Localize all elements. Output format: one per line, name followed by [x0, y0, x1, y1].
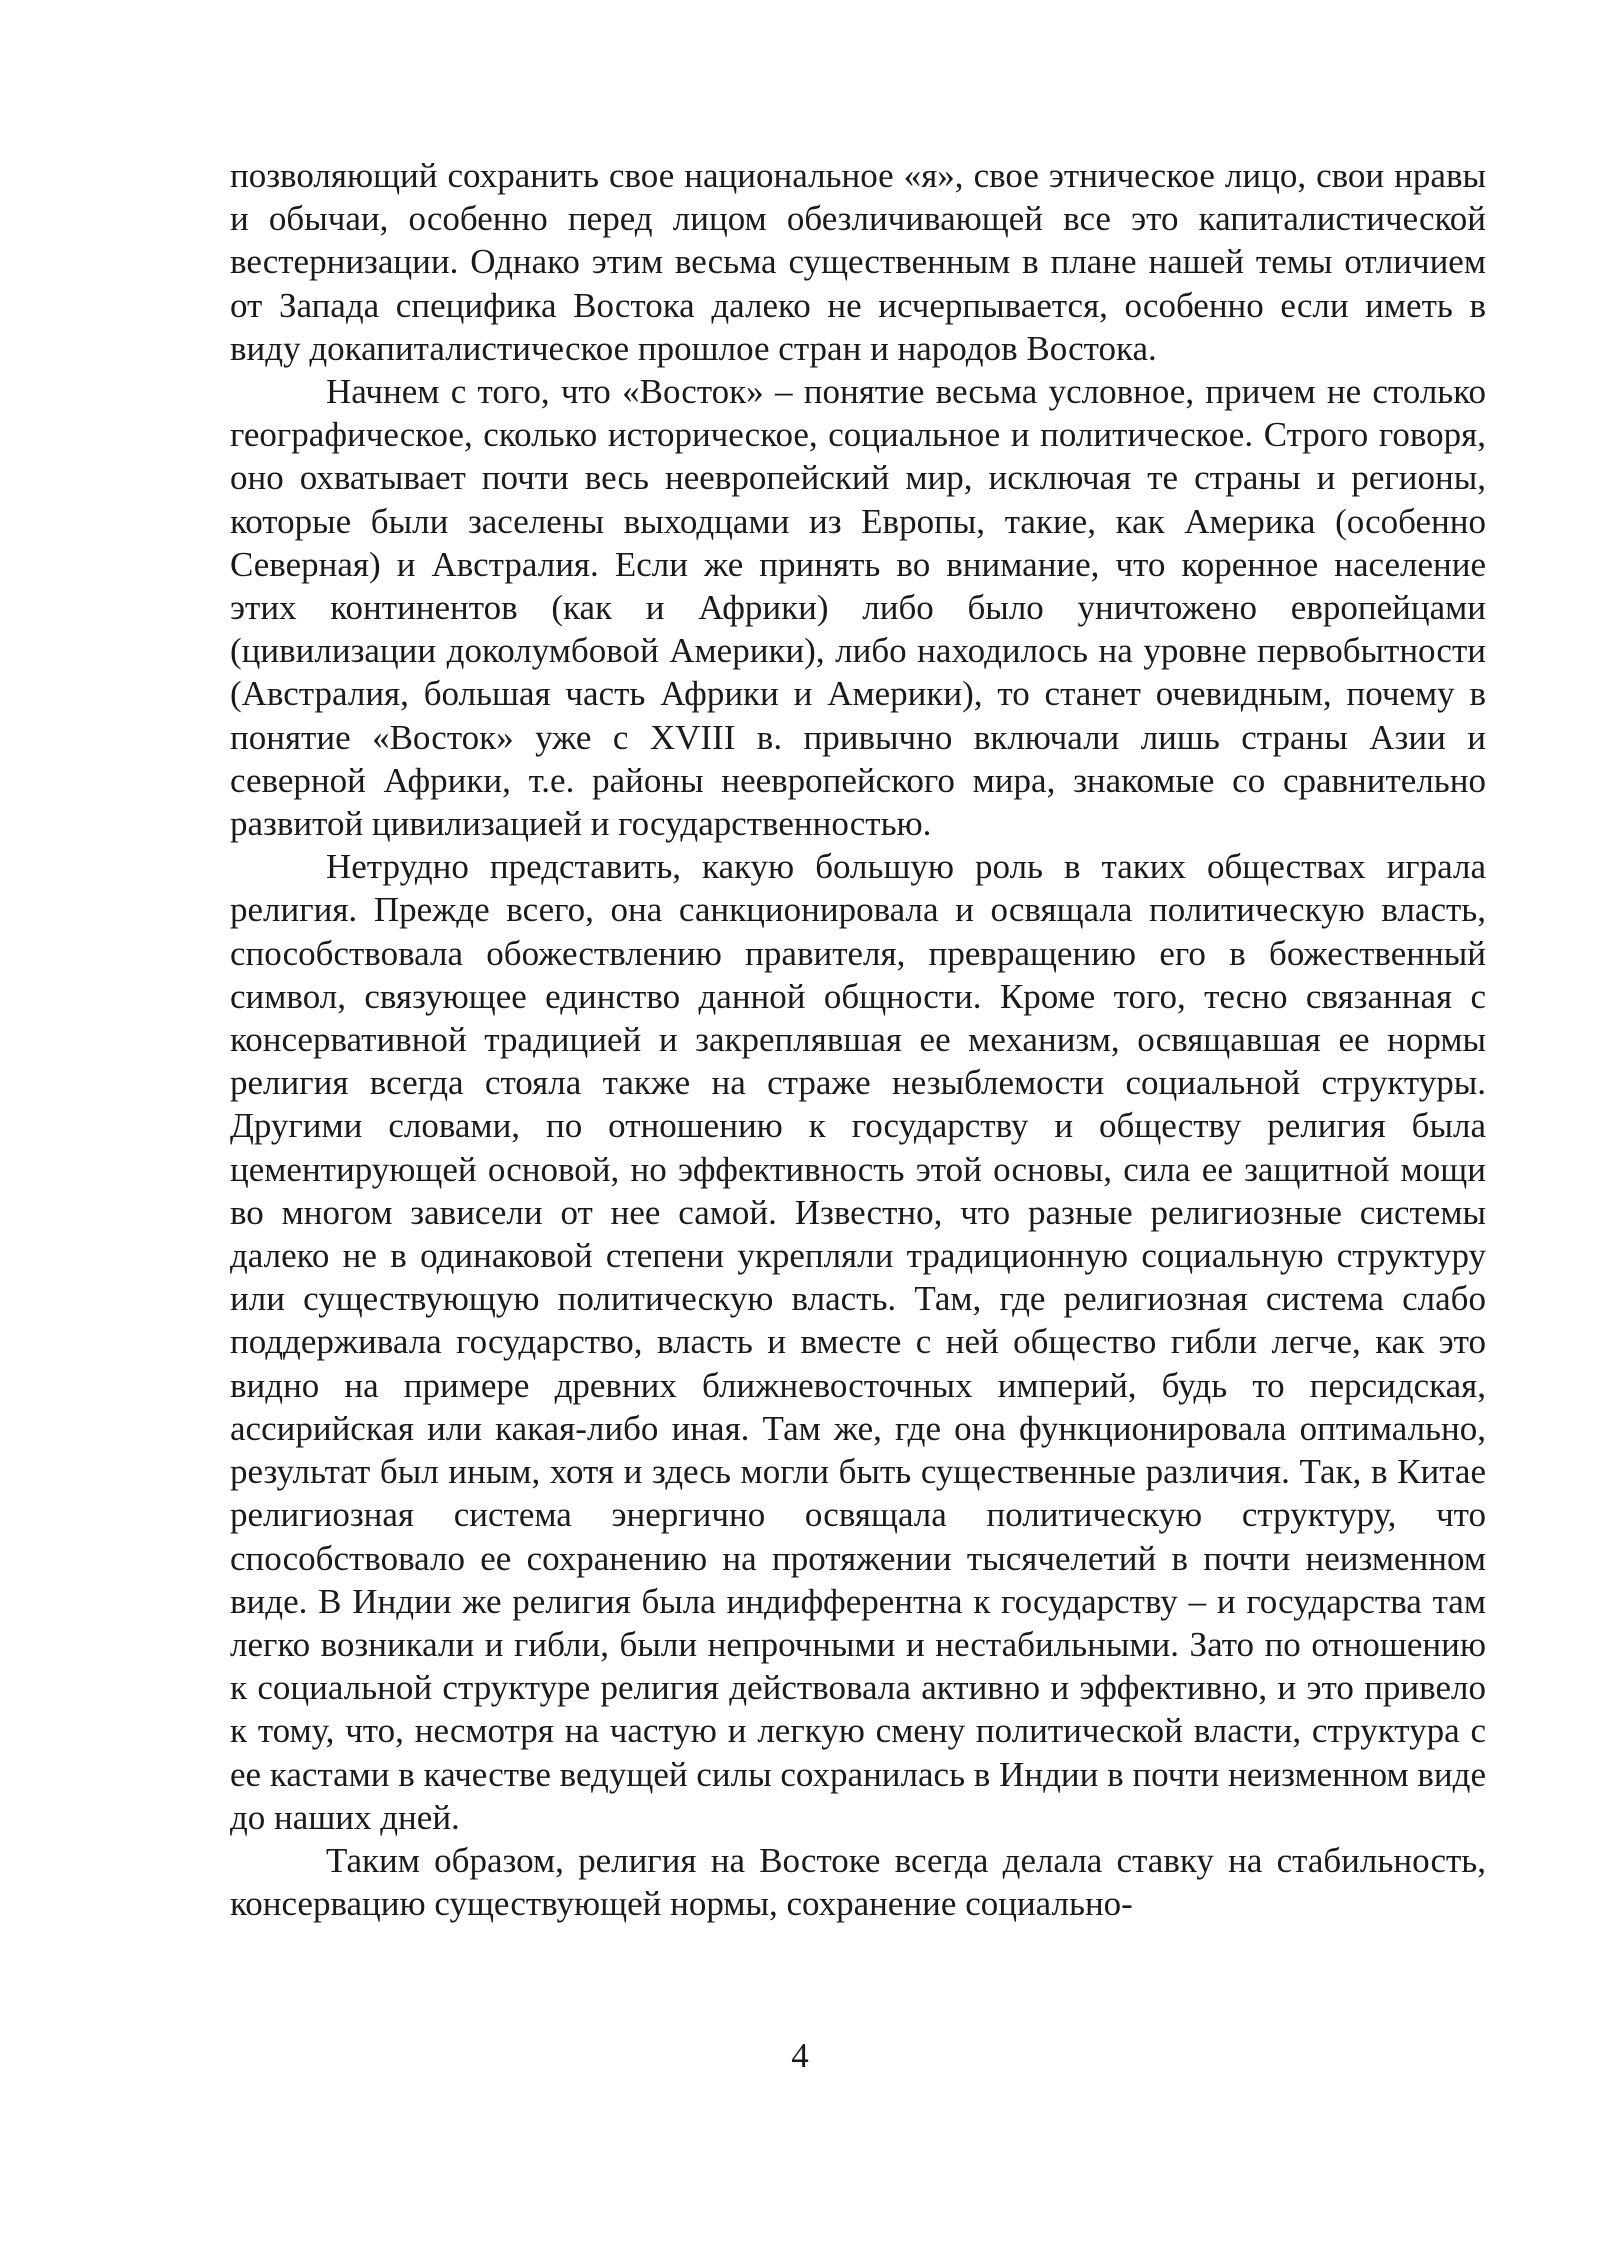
paragraph-4: Таким образом, религия на Востоке всегда делала ставку на стабильность, консервацию существующей нормы, сохранение социально-: [230, 1840, 1486, 1924]
paragraph-3: Нетрудно представить, какую большую роль в таких обществах играла религия. Прежде всего, она санкционировала и освящала политическую власть, способствовала обожествлению правителя, превращению его в божественный символ, связующее единство данной общности. Кроме того, тесно связанная с консервативной традицией и закреплявшая ее механизм, освящавшая ее нормы религия всегда стояла также на страже незыблемости социальной структуры. Другими словами, по отношению к государству и обществу религия была цементирующей основой, но эффективность этой основы, сила ее защитной мощи во многом зависели от нее самой. Известно, что разные религиозные системы далеко не в одинаковой степени укрепляли традиционную социальную структуру или существующую политическую власть. Там, где религиозная система слабо поддерживала государство, власть и вместе с ней общество гибли легче, как это видно на примере древних ближневосточных империй, будь то персидская, ассирийская или какая-либо иная. Там же, где она функционировала оптимально, результат был иным, хотя и здесь могли быть существенные различия. Так, в Китае религиозная система энергично освящала политическую структуру, что способствовало ее сохранению на протяжении тысячелетий в почти неизменном виде. В Индии же религия была индифферентна к государству – и государства там легко возникали и гибли, были непрочными и нестабильными. Зато по отношению к социальной структуре религия действовала активно и эффективно, и это привело к тому, что, несмотря на частую и легкую смену политической власти, структура с ее кастами в качестве ведущей силы сохранилась в Индии в почти неизменном виде до наших дней.: [230, 847, 1486, 1837]
body-text: [230, 154, 1486, 1925]
paragraph-1: позволяющий сохранить свое национальное «я», свое этническое лицо, свои нравы и обычаи, особенно перед лицом обезличивающей все это капиталистической вестернизации. Однако этим весьма существенным в плане нашей темы отличием от Запада специфика Востока далеко не исчерпывается, особенно если иметь в виду докапиталистическое прошлое стран и народов Востока.: [230, 156, 1486, 368]
page-number: 4: [791, 2036, 809, 2075]
paragraph-2: Начнем с того, что «Восток» – понятие весьма условное, причем не столько географическое, сколько историческое, социальное и политическое. Строго говоря, оно охватывает почти весь неевропейский мир, исключая те страны и регионы, которые были заселены выходцами из Европы, такие, как Америка (особенно Северная) и Австралия. Если же принять во внимание, что коренное население этих континентов (как и Африки) либо было уничтожено европейцами (цивилизации доколумбовой Америки), либо находилось на уровне первобытности (Австралия, большая часть Африки и Америки), то станет очевидным, почему в понятие «Восток» уже с XVIII в. привычно включали лишь страны Азии и северной Африки, т.е. районы неевропейского мира, знакомые со сравнительно развитой цивилизацией и государственностью.: [230, 372, 1486, 844]
